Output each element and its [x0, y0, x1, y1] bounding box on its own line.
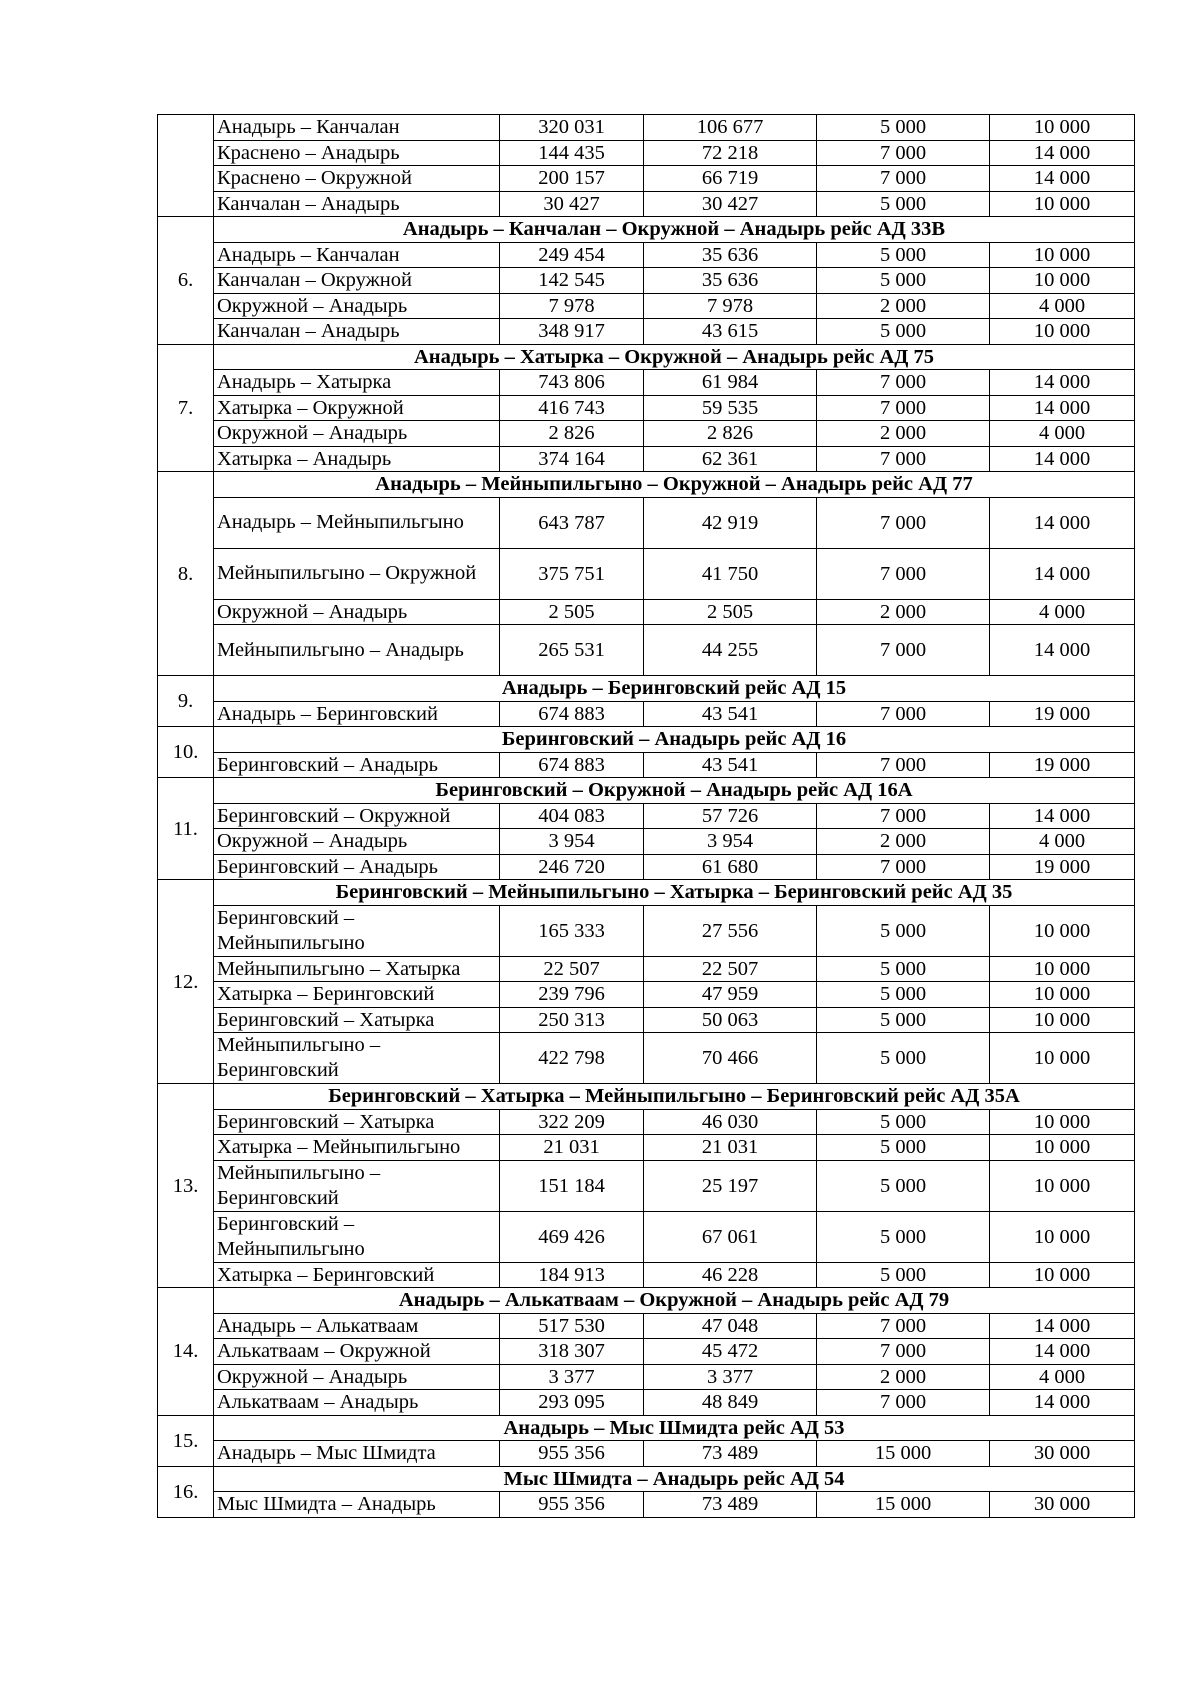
route-name: Беринговский – Мейныпильгыно	[214, 1211, 500, 1262]
value-col-3: 15 000	[817, 1492, 990, 1518]
value-col-3: 2 000	[817, 293, 990, 319]
table-row	[158, 1262, 1135, 1288]
table-row	[158, 115, 1135, 141]
value-col-4: 10 000	[990, 1135, 1135, 1161]
value-col-1: 293 095	[500, 1390, 644, 1416]
value-col-1: 643 787	[500, 497, 644, 548]
value-col-4: 4 000	[990, 599, 1135, 625]
value-col-3: 5 000	[817, 115, 990, 141]
table-row	[158, 1135, 1135, 1161]
value-col-4: 14 000	[990, 395, 1135, 421]
value-col-2: 61 984	[644, 370, 817, 396]
value-col-3: 2 000	[817, 421, 990, 447]
value-col-3: 15 000	[817, 1441, 990, 1467]
route-name: Анадырь – Хатырка	[214, 370, 500, 396]
group-title: Анадырь – Мейныпильгыно – Окружной – Анадырь рейс АД 77	[214, 472, 1135, 498]
value-col-1: 674 883	[500, 752, 644, 778]
route-name: Окружной – Анадырь	[214, 829, 500, 855]
value-col-1: 743 806	[500, 370, 644, 396]
value-col-1: 249 454	[500, 242, 644, 268]
value-col-3: 7 000	[817, 854, 990, 880]
value-col-1: 404 083	[500, 803, 644, 829]
table-row	[158, 1390, 1135, 1416]
value-col-3: 5 000	[817, 1262, 990, 1288]
table-row	[158, 370, 1135, 396]
value-col-2: 43 541	[644, 701, 817, 727]
group-title: Беринговский – Мейныпильгыно – Хатырка – Беринговский рейс АД 35	[214, 880, 1135, 906]
value-col-1: 151 184	[500, 1160, 644, 1211]
route-name: Канчалан – Анадырь	[214, 319, 500, 345]
value-col-4: 14 000	[990, 370, 1135, 396]
value-col-2: 66 719	[644, 166, 817, 192]
table-row	[158, 1313, 1135, 1339]
value-col-4: 10 000	[990, 1007, 1135, 1033]
table-row	[158, 982, 1135, 1008]
group-number: 9.	[158, 676, 214, 727]
value-col-4: 14 000	[990, 446, 1135, 472]
value-col-4: 10 000	[990, 905, 1135, 956]
group-header-row	[158, 472, 1135, 498]
table-row	[158, 1109, 1135, 1135]
table-row	[158, 1211, 1135, 1262]
group-title: Анадырь – Алькатваам – Окружной – Анадырь рейс АД 79	[214, 1288, 1135, 1314]
value-col-4: 14 000	[990, 548, 1135, 599]
value-col-3: 7 000	[817, 166, 990, 192]
value-col-2: 59 535	[644, 395, 817, 421]
route-name: Беринговский – Хатырка	[214, 1007, 500, 1033]
table-row	[158, 548, 1135, 599]
table-row	[158, 140, 1135, 166]
value-col-1: 3 377	[500, 1364, 644, 1390]
group-header-row	[158, 217, 1135, 243]
value-col-3: 5 000	[817, 319, 990, 345]
table-row	[158, 1033, 1135, 1084]
value-col-4: 10 000	[990, 1160, 1135, 1211]
value-col-1: 320 031	[500, 115, 644, 141]
value-col-1: 21 031	[500, 1135, 644, 1161]
value-col-2: 3 377	[644, 1364, 817, 1390]
group-title: Беринговский – Окружной – Анадырь рейс АД 16А	[214, 778, 1135, 804]
route-name: Анадырь – Алькатваам	[214, 1313, 500, 1339]
value-col-4: 4 000	[990, 829, 1135, 855]
value-col-2: 73 489	[644, 1441, 817, 1467]
value-col-3: 2 000	[817, 1364, 990, 1390]
value-col-1: 265 531	[500, 625, 644, 676]
value-col-3: 7 000	[817, 625, 990, 676]
value-col-3: 7 000	[817, 395, 990, 421]
table-row	[158, 293, 1135, 319]
value-col-3: 7 000	[817, 803, 990, 829]
value-col-1: 250 313	[500, 1007, 644, 1033]
group-number: 7.	[158, 344, 214, 472]
table-row	[158, 395, 1135, 421]
group-number: 11.	[158, 778, 214, 880]
value-col-2: 50 063	[644, 1007, 817, 1033]
table-row	[158, 1364, 1135, 1390]
table-row	[158, 166, 1135, 192]
group-header-row	[158, 344, 1135, 370]
table-row	[158, 446, 1135, 472]
value-col-3: 5 000	[817, 982, 990, 1008]
value-col-3: 7 000	[817, 1390, 990, 1416]
value-col-2: 45 472	[644, 1339, 817, 1365]
group-header-row	[158, 676, 1135, 702]
table-row	[158, 701, 1135, 727]
table-row	[158, 319, 1135, 345]
value-col-2: 7 978	[644, 293, 817, 319]
value-col-3: 7 000	[817, 497, 990, 548]
value-col-2: 106 677	[644, 115, 817, 141]
value-col-3: 5 000	[817, 1160, 990, 1211]
group-header-row	[158, 727, 1135, 753]
table-row	[158, 599, 1135, 625]
route-name: Анадырь – Канчалан	[214, 115, 500, 141]
value-col-4: 10 000	[990, 191, 1135, 217]
route-name: Беринговский – Анадырь	[214, 752, 500, 778]
value-col-2: 62 361	[644, 446, 817, 472]
value-col-1: 955 356	[500, 1492, 644, 1518]
route-name: Окружной – Анадырь	[214, 421, 500, 447]
value-col-4: 30 000	[990, 1492, 1135, 1518]
group-number: 13.	[158, 1084, 214, 1288]
value-col-2: 61 680	[644, 854, 817, 880]
value-col-1: 348 917	[500, 319, 644, 345]
value-col-3: 7 000	[817, 548, 990, 599]
value-col-1: 144 435	[500, 140, 644, 166]
value-col-1: 416 743	[500, 395, 644, 421]
route-name: Анадырь – Мыс Шмидта	[214, 1441, 500, 1467]
group-number: 15.	[158, 1415, 214, 1466]
value-col-4: 10 000	[990, 982, 1135, 1008]
group-number: 16.	[158, 1466, 214, 1517]
value-col-4: 4 000	[990, 1364, 1135, 1390]
group-header-row	[158, 1466, 1135, 1492]
route-name: Беринговский – Анадырь	[214, 854, 500, 880]
value-col-1: 375 751	[500, 548, 644, 599]
value-col-4: 4 000	[990, 421, 1135, 447]
table-row	[158, 752, 1135, 778]
value-col-3: 5 000	[817, 1033, 990, 1084]
value-col-1: 322 209	[500, 1109, 644, 1135]
table-row	[158, 1441, 1135, 1467]
routes-table	[157, 114, 1135, 1518]
value-col-1: 246 720	[500, 854, 644, 880]
table-row	[158, 268, 1135, 294]
value-col-4: 10 000	[990, 1109, 1135, 1135]
value-col-3: 5 000	[817, 1211, 990, 1262]
value-col-3: 7 000	[817, 1339, 990, 1365]
route-name: Краснено – Анадырь	[214, 140, 500, 166]
route-name: Хатырка – Окружной	[214, 395, 500, 421]
value-col-2: 2 826	[644, 421, 817, 447]
value-col-4: 30 000	[990, 1441, 1135, 1467]
group-number	[158, 115, 214, 217]
value-col-4: 14 000	[990, 1390, 1135, 1416]
route-name: Мейныпильгыно – Беринговский	[214, 1160, 500, 1211]
group-title: Анадырь – Канчалан – Окружной – Анадырь рейс АД 33В	[214, 217, 1135, 243]
value-col-3: 5 000	[817, 1135, 990, 1161]
route-name: Беринговский – Хатырка	[214, 1109, 500, 1135]
value-col-4: 10 000	[990, 268, 1135, 294]
value-col-1: 318 307	[500, 1339, 644, 1365]
table-row	[158, 956, 1135, 982]
route-name: Хатырка – Мейныпильгыно	[214, 1135, 500, 1161]
route-name: Алькатваам – Окружной	[214, 1339, 500, 1365]
group-title: Мыс Шмидта – Анадырь рейс АД 54	[214, 1466, 1135, 1492]
value-col-2: 35 636	[644, 268, 817, 294]
route-name: Мейныпильгыно – Окружной	[214, 548, 500, 599]
group-number: 8.	[158, 472, 214, 676]
group-header-row	[158, 1415, 1135, 1441]
group-number: 12.	[158, 880, 214, 1084]
value-col-4: 10 000	[990, 956, 1135, 982]
value-col-2: 43 615	[644, 319, 817, 345]
value-col-1: 239 796	[500, 982, 644, 1008]
route-name: Беринговский – Окружной	[214, 803, 500, 829]
value-col-2: 48 849	[644, 1390, 817, 1416]
group-title: Беринговский – Анадырь рейс АД 16	[214, 727, 1135, 753]
route-name: Канчалан – Окружной	[214, 268, 500, 294]
table-row	[158, 1007, 1135, 1033]
route-name: Краснено – Окружной	[214, 166, 500, 192]
value-col-4: 10 000	[990, 319, 1135, 345]
table-row	[158, 1492, 1135, 1518]
value-col-4: 10 000	[990, 115, 1135, 141]
table-row	[158, 242, 1135, 268]
value-col-1: 469 426	[500, 1211, 644, 1262]
route-name: Хатырка – Беринговский	[214, 1262, 500, 1288]
value-col-4: 10 000	[990, 1262, 1135, 1288]
value-col-4: 10 000	[990, 242, 1135, 268]
value-col-1: 517 530	[500, 1313, 644, 1339]
group-header-row	[158, 1084, 1135, 1110]
group-title: Анадырь – Мыс Шмидта рейс АД 53	[214, 1415, 1135, 1441]
group-title: Беринговский – Хатырка – Мейныпильгыно – Беринговский рейс АД 35А	[214, 1084, 1135, 1110]
route-name: Алькатваам – Анадырь	[214, 1390, 500, 1416]
value-col-4: 14 000	[990, 497, 1135, 548]
value-col-4: 14 000	[990, 803, 1135, 829]
value-col-4: 4 000	[990, 293, 1135, 319]
group-number: 6.	[158, 217, 214, 345]
value-col-3: 2 000	[817, 599, 990, 625]
value-col-2: 46 030	[644, 1109, 817, 1135]
value-col-2: 67 061	[644, 1211, 817, 1262]
value-col-4: 14 000	[990, 140, 1135, 166]
group-title: Анадырь – Беринговский рейс АД 15	[214, 676, 1135, 702]
route-name: Анадырь – Канчалан	[214, 242, 500, 268]
value-col-2: 44 255	[644, 625, 817, 676]
route-name: Анадырь – Мейныпильгыно	[214, 497, 500, 548]
value-col-3: 7 000	[817, 1313, 990, 1339]
value-col-2: 47 048	[644, 1313, 817, 1339]
value-col-4: 10 000	[990, 1033, 1135, 1084]
value-col-3: 5 000	[817, 242, 990, 268]
value-col-1: 422 798	[500, 1033, 644, 1084]
group-title: Анадырь – Хатырка – Окружной – Анадырь рейс АД 75	[214, 344, 1135, 370]
value-col-1: 3 954	[500, 829, 644, 855]
value-col-1: 2 826	[500, 421, 644, 447]
route-name: Беринговский – Мейныпильгыно	[214, 905, 500, 956]
group-number: 14.	[158, 1288, 214, 1416]
value-col-2: 30 427	[644, 191, 817, 217]
value-col-4: 14 000	[990, 625, 1135, 676]
value-col-3: 5 000	[817, 268, 990, 294]
table-row	[158, 421, 1135, 447]
table-row	[158, 854, 1135, 880]
group-header-row	[158, 778, 1135, 804]
group-header-row	[158, 1288, 1135, 1314]
table-row	[158, 1160, 1135, 1211]
value-col-2: 43 541	[644, 752, 817, 778]
route-name: Канчалан – Анадырь	[214, 191, 500, 217]
value-col-4: 14 000	[990, 1313, 1135, 1339]
group-number: 10.	[158, 727, 214, 778]
value-col-3: 5 000	[817, 1109, 990, 1135]
value-col-2: 3 954	[644, 829, 817, 855]
group-header-row	[158, 880, 1135, 906]
value-col-1: 184 913	[500, 1262, 644, 1288]
value-col-3: 2 000	[817, 829, 990, 855]
value-col-4: 10 000	[990, 1211, 1135, 1262]
value-col-4: 14 000	[990, 166, 1135, 192]
value-col-2: 73 489	[644, 1492, 817, 1518]
value-col-1: 30 427	[500, 191, 644, 217]
route-name: Хатырка – Анадырь	[214, 446, 500, 472]
route-name: Окружной – Анадырь	[214, 599, 500, 625]
value-col-3: 7 000	[817, 752, 990, 778]
value-col-2: 47 959	[644, 982, 817, 1008]
route-name: Мейныпильгыно – Анадырь	[214, 625, 500, 676]
route-name: Анадырь – Беринговский	[214, 701, 500, 727]
table-row	[158, 829, 1135, 855]
value-col-2: 72 218	[644, 140, 817, 166]
value-col-1: 374 164	[500, 446, 644, 472]
value-col-2: 70 466	[644, 1033, 817, 1084]
routes-table-body	[158, 115, 1135, 1518]
route-name: Мейныпильгыно – Беринговский	[214, 1033, 500, 1084]
value-col-3: 5 000	[817, 191, 990, 217]
value-col-1: 165 333	[500, 905, 644, 956]
value-col-1: 955 356	[500, 1441, 644, 1467]
table-row	[158, 905, 1135, 956]
route-name: Мыс Шмидта – Анадырь	[214, 1492, 500, 1518]
value-col-4: 19 000	[990, 752, 1135, 778]
value-col-2: 25 197	[644, 1160, 817, 1211]
table-row	[158, 1339, 1135, 1365]
table-row	[158, 191, 1135, 217]
route-name: Мейныпильгыно – Хатырка	[214, 956, 500, 982]
value-col-2: 27 556	[644, 905, 817, 956]
value-col-2: 46 228	[644, 1262, 817, 1288]
table-row	[158, 803, 1135, 829]
value-col-3: 5 000	[817, 1007, 990, 1033]
value-col-3: 7 000	[817, 140, 990, 166]
value-col-1: 7 978	[500, 293, 644, 319]
value-col-2: 35 636	[644, 242, 817, 268]
value-col-3: 7 000	[817, 701, 990, 727]
value-col-3: 7 000	[817, 370, 990, 396]
value-col-4: 19 000	[990, 854, 1135, 880]
value-col-1: 2 505	[500, 599, 644, 625]
value-col-2: 57 726	[644, 803, 817, 829]
value-col-2: 2 505	[644, 599, 817, 625]
value-col-4: 19 000	[990, 701, 1135, 727]
route-name: Окружной – Анадырь	[214, 1364, 500, 1390]
value-col-2: 41 750	[644, 548, 817, 599]
value-col-4: 14 000	[990, 1339, 1135, 1365]
value-col-3: 7 000	[817, 446, 990, 472]
value-col-3: 5 000	[817, 905, 990, 956]
value-col-2: 21 031	[644, 1135, 817, 1161]
value-col-1: 200 157	[500, 166, 644, 192]
table-row	[158, 497, 1135, 548]
value-col-1: 674 883	[500, 701, 644, 727]
value-col-2: 22 507	[644, 956, 817, 982]
value-col-1: 22 507	[500, 956, 644, 982]
table-row	[158, 625, 1135, 676]
value-col-1: 142 545	[500, 268, 644, 294]
value-col-2: 42 919	[644, 497, 817, 548]
route-name: Окружной – Анадырь	[214, 293, 500, 319]
value-col-3: 5 000	[817, 956, 990, 982]
route-name: Хатырка – Беринговский	[214, 982, 500, 1008]
